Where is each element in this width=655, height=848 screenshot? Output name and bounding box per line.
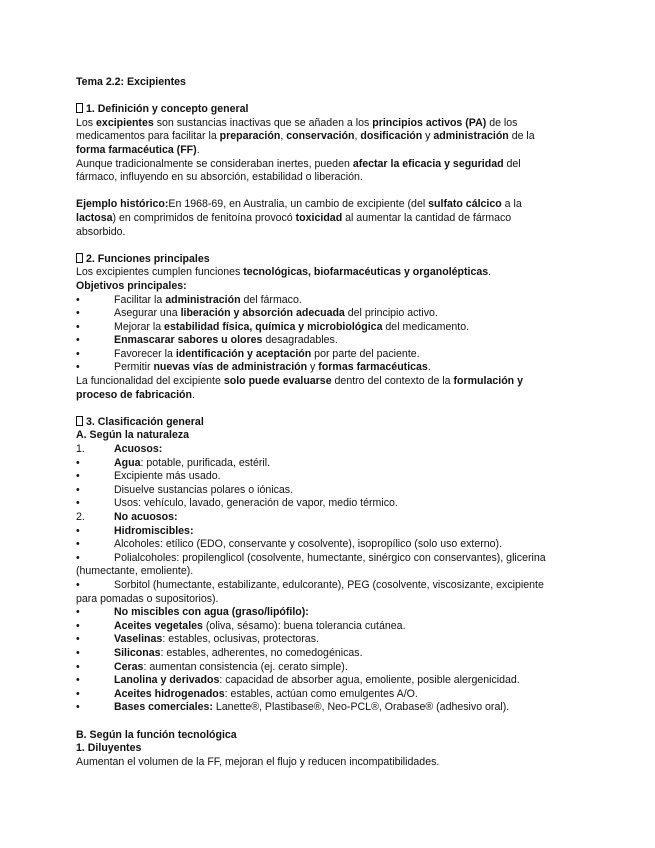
text: al aumentar la cantidad de fármaco absorbido. (76, 211, 512, 238)
bullet-mark: • (76, 551, 80, 564)
list-item-text (114, 484, 293, 498)
list-item-text (114, 334, 338, 348)
list-item (76, 321, 556, 335)
bold-text: tecnológicas, biofarmacéuticas y organolépticas (243, 266, 489, 279)
s3-nomisc-list (76, 620, 556, 715)
bold-text: nuevas vías de administración (153, 361, 308, 374)
list-item-text (114, 307, 438, 321)
bullet-mark: • (76, 347, 80, 360)
s2-closing (76, 375, 556, 402)
bullet-mark: • (76, 293, 80, 306)
bold-text: Siliconas (114, 646, 161, 659)
text: a la (501, 198, 522, 211)
bullet-mark: • (76, 674, 80, 687)
text: Lanette®, Plastibase®, Neo-PCL®, Orabase® (adhesivo oral). (212, 701, 510, 714)
text: de los medicamentos para facilitar la (76, 116, 518, 143)
text: Usos: vehículo, lavado, generación de vapor, medio térmico. (114, 497, 398, 510)
bold-text: Aceites hidrogenados (114, 687, 225, 700)
bold-text: administración (433, 130, 509, 143)
section-1-heading: 1. Definición y concepto general (76, 103, 556, 117)
list-item-text (114, 674, 520, 688)
bold-text: sulfato cálcico (428, 198, 502, 211)
s3-nomisc-head: • No miscibles con agua (graso/lipófilo): (76, 606, 309, 619)
text: desagradables. (262, 334, 338, 347)
s3-sub-b: B. Según la función tecnológica (76, 728, 237, 741)
bullet-mark: • (76, 320, 80, 333)
list-item (76, 334, 556, 348)
text: Disuelve sustancias polares o iónicas. (114, 483, 294, 496)
bold-text: afectar la eficacia y seguridad (352, 157, 504, 170)
text: del fármaco, influyendo en su absorción, estabilidad o liberación. (76, 157, 521, 184)
bold-text: estabilidad física, química y microbiológica (164, 320, 383, 333)
text: Mejorar la (114, 320, 165, 333)
text: : capacidad de absorber agua, emoliente, posible alergenicidad. (219, 674, 520, 687)
text: , (354, 130, 361, 143)
list-item (76, 674, 556, 688)
list-item-text (114, 348, 420, 362)
text: Alcoholes: etílico (EDO, conservante y cosolvente), isopropílico (solo uso externo). (114, 538, 503, 551)
bold-text: dosificación (360, 130, 423, 143)
list-item (76, 361, 556, 375)
bullet-mark: • (76, 633, 80, 646)
bold-text: preparación (219, 130, 281, 143)
bold-text: liberación y absorción adecuada (180, 307, 345, 320)
text: del medicamento. (382, 320, 470, 333)
bullet-mark: • (76, 334, 80, 347)
bold-text: formas farmacéuticas (318, 361, 428, 374)
text: del fármaco. (240, 293, 302, 306)
bullet-mark: • (76, 307, 80, 320)
text: . (488, 266, 492, 279)
bullet-mark: • (76, 646, 80, 659)
text: (oliva, sésamo): buena tolerancia cutánea. (202, 619, 406, 632)
list-item (76, 647, 556, 661)
list-item-text (114, 647, 363, 661)
text: : estables, adherentes, no comedogénicas. (160, 646, 363, 659)
list-item (76, 701, 556, 715)
document-title: Tema 2.2: Excipientes (76, 76, 186, 88)
text: . (427, 361, 431, 374)
list-item (76, 294, 556, 308)
s3-acuosos-list (76, 457, 556, 511)
text: y (422, 130, 434, 143)
s1-historical-example (76, 198, 556, 239)
text: de la (508, 130, 535, 143)
text: por parte del paciente. (311, 347, 420, 360)
bullet-mark: • (76, 497, 80, 510)
list-item-text (114, 470, 221, 484)
text: Permitir (114, 361, 154, 374)
s3-diluyentes-heading: 1. Diluyentes (76, 742, 142, 755)
s1-paragraph-1 (76, 117, 556, 158)
list-item-text (114, 294, 302, 308)
text: La funcionalidad del excipiente (76, 375, 224, 388)
text: Los (76, 116, 97, 129)
bold-text: Aceites vegetales (114, 619, 203, 632)
text: dentro del contexto de la (331, 375, 454, 388)
s3-sub-a: A. Según la naturaleza (76, 429, 190, 442)
text: : potable, purificada, estéril. (140, 456, 271, 469)
s3-acuosos-head: 1. Acuosos: (76, 443, 163, 456)
bullet-mark: • (76, 456, 80, 469)
list-item-text (76, 579, 544, 605)
list-item-text (76, 552, 546, 578)
list-item (76, 497, 556, 511)
s3-diluyentes-text: Aumentan el volumen de la FF, mejoran el flujo y reducen incompatibilidades. (76, 755, 440, 768)
s2-objetivos-label: Objetivos principales: (76, 279, 187, 292)
text: Polialcoholes: propilenglicol (cosolvente, humectante, sinérgico con conservantes), glicerina (humectante, emoliente). (76, 551, 546, 578)
text: son sustancias inactivas que se añaden a los (153, 116, 373, 129)
bold-text: lactosa (76, 211, 113, 224)
text: Facilitar la (114, 293, 166, 306)
list-item-text (114, 633, 319, 647)
s3-hidro-list (76, 538, 556, 606)
bold-text: Vaselinas (114, 633, 163, 646)
bold-text: Ceras (114, 660, 144, 673)
list-item-text (114, 497, 398, 511)
text: Sorbitol (humectante, estabilizante, edulcorante), PEG (cosolvente, viscosizante, excipiente para pomadas o supositorios). (76, 578, 544, 605)
document-page (76, 76, 556, 769)
text: : estables, oclusivas, protectoras. (162, 633, 319, 646)
list-item (76, 538, 556, 552)
missing-glyph-icon (76, 416, 83, 426)
text: Asegurar una (114, 307, 181, 320)
list-item (76, 457, 556, 471)
s1-paragraph-2 (76, 158, 556, 185)
bullet-mark: • (76, 361, 80, 374)
bold-text: identificación y aceptación (175, 347, 312, 360)
bold-text: principios activos (PA) (372, 116, 487, 129)
bold-text: conservación (286, 130, 355, 143)
text: ) en comprimidos de fenitoína provocó (112, 211, 296, 224)
bold-text: Ejemplo histórico: (76, 198, 169, 211)
bold-text: forma farmacéutica (FF) (76, 143, 197, 156)
bold-text: Lanolina y derivados (114, 674, 220, 687)
text: Los excipientes cumplen funciones (76, 266, 244, 279)
bullet-mark: • (76, 470, 80, 483)
bold-text: Bases comerciales: (114, 701, 213, 714)
list-item-text (114, 538, 502, 552)
list-item (76, 579, 556, 606)
list-item (76, 307, 556, 321)
bold-text: administración (165, 293, 241, 306)
list-item-text (114, 661, 348, 675)
list-item (76, 633, 556, 647)
list-item-text (114, 361, 431, 375)
list-item-text (114, 701, 509, 715)
list-item (76, 661, 556, 675)
section-3-heading: 3. Clasificación general (76, 416, 556, 430)
text: y (307, 361, 319, 374)
list-item-text (114, 620, 406, 634)
list-item-text (114, 321, 469, 335)
s2-bullet-list (76, 294, 556, 376)
list-item (76, 620, 556, 634)
list-item (76, 552, 556, 579)
bold-text: Enmascarar sabores u olores (114, 334, 263, 347)
text: Excipiente más usado. (114, 470, 221, 483)
bullet-mark: • (76, 687, 80, 700)
bold-text: Agua (114, 456, 141, 469)
list-item-text (114, 688, 418, 702)
text: Favorecer la (114, 347, 176, 360)
s3-hidro-head: • Hidromiscibles: (76, 524, 194, 537)
text: : estables, actúan como emulgentes A/O. (224, 687, 418, 700)
s3-no-acuosos-head: 2. No acuosos: (76, 511, 178, 523)
list-item (76, 484, 556, 498)
bold-text: solo puede evaluarse (223, 375, 332, 388)
bullet-mark: • (76, 538, 80, 551)
text: . (191, 388, 195, 401)
text: En 1968-69, en Australia, un cambio de excipiente (del (168, 198, 429, 211)
list-item (76, 348, 556, 362)
bold-text: toxicidad (295, 211, 343, 224)
text: , (280, 130, 287, 143)
text: . (196, 143, 200, 156)
bullet-mark: • (76, 701, 80, 714)
missing-glyph-icon (76, 253, 83, 263)
bold-text: excipientes (96, 116, 154, 129)
section-2-heading: 2. Funciones principales (76, 253, 556, 267)
text: del principio activo. (344, 307, 438, 320)
list-item (76, 688, 556, 702)
bold-text: formulación y proceso de fabricación (76, 375, 523, 401)
bullet-mark: • (76, 578, 80, 591)
bullet-mark: • (76, 483, 80, 496)
list-item-text (114, 457, 270, 471)
bullet-mark: • (76, 619, 80, 632)
list-item (76, 470, 556, 484)
missing-glyph-icon (76, 103, 83, 113)
bullet-mark: • (76, 660, 80, 673)
text: Aunque tradicionalmente se consideraban inertes, pueden (76, 157, 353, 170)
text: : aumentan consistencia (ej. cerato simple). (143, 660, 348, 673)
s2-intro (76, 266, 556, 280)
